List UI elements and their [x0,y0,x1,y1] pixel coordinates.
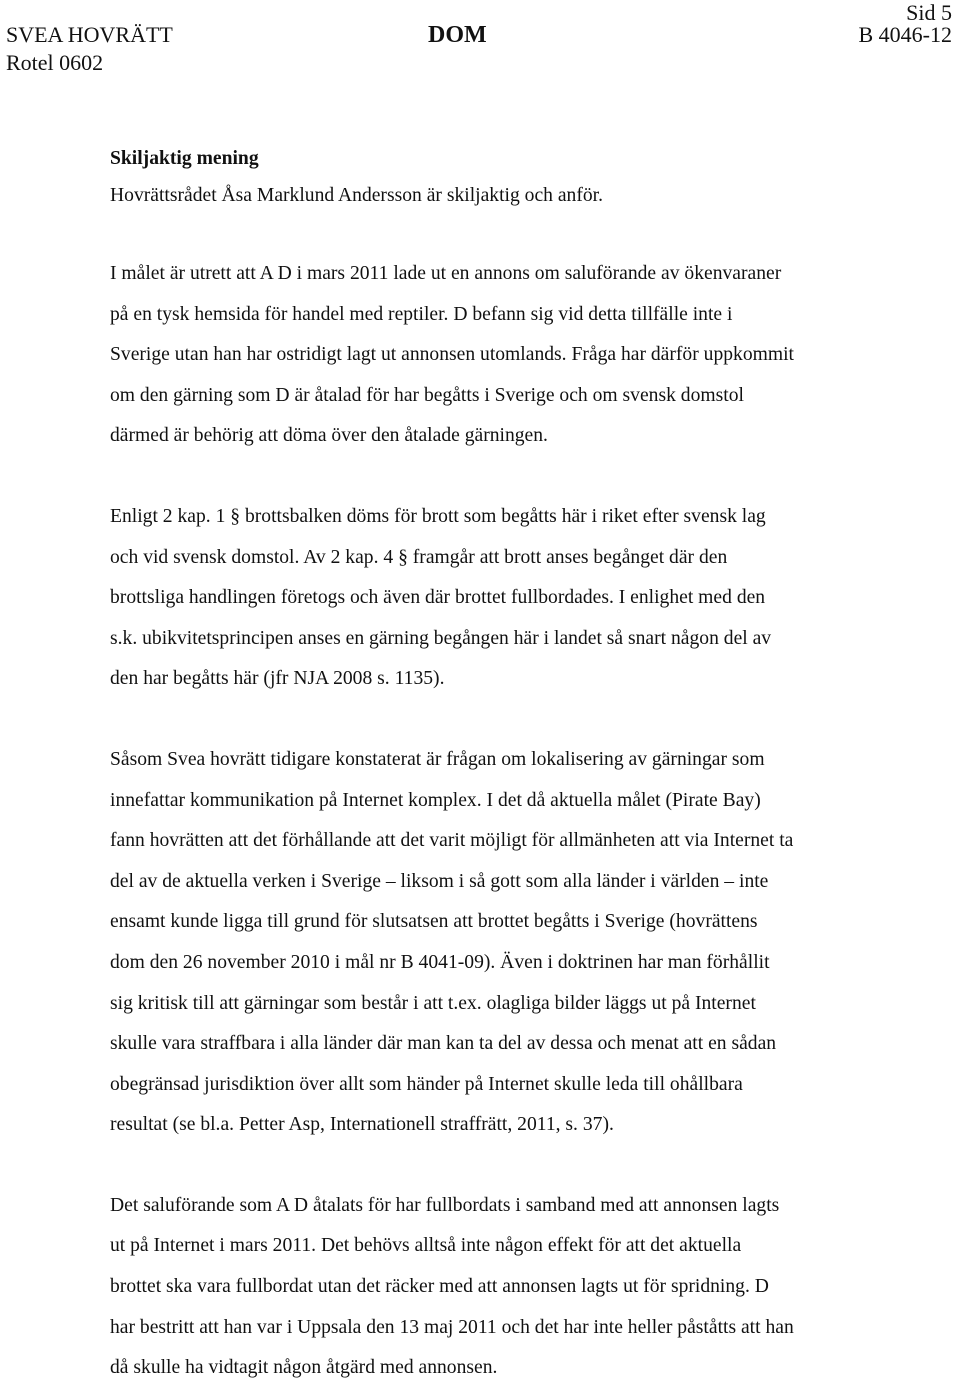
paragraph-line: del av de aktuella verken i Sverige – liksom i så gott som alla länder i världen – inte [110,870,769,892]
paragraph-line: har bestritt att han var i Uppsala den 13 maj 2011 och det har inte heller påståtts att han [110,1316,794,1338]
paragraph-line: på en tysk hemsida för handel med reptiler. D befann sig vid detta tillfälle inte i [110,303,733,325]
paragraph-gap [110,457,940,497]
paragraph-gap [110,216,940,254]
paragraph-2 [110,497,940,700]
page-number: Sid 5 [906,0,952,25]
paragraph-line: ut på Internet i mars 2011. Det behövs alltså inte någon effekt för att det aktuella [110,1235,742,1257]
section-heading: Skiljaktig mening [110,148,259,169]
paragraph-line: därmed är behörig att döma över den åtalade gärningen. [110,425,548,447]
intro-line: Hovrättsrådet Åsa Marklund Andersson är skiljaktig och anför. [110,185,604,206]
paragraph-line: s.k. ubikvitetsprincipen anses en gärning begången här i landet så snart någon del av [110,627,772,649]
paragraph-line: sig kritisk till att gärningar som består i att t.ex. olagliga bilder läggs ut på Internet [110,992,756,1014]
section-intro [110,176,940,216]
paragraph-line: fann hovrätten att det förhållande att det varit möjligt för allmänheten att via Internet ta [110,830,794,852]
department: Rotel 0602 [6,50,104,75]
paragraph-line: Sverige utan han har ostridigt lagt ut annonsen utomlands. Fråga har därför uppkommit [110,344,795,366]
paragraph-4 [110,1186,940,1389]
paragraph-line: resultat (se bl.a. Petter Asp, Internationell straffrätt, 2011, s. 37). [110,1114,614,1136]
case-number: B 4046-12 [858,22,952,47]
paragraph-line: då skulle ha vidtagit någon åtgärd med annonsen. [110,1357,498,1379]
document-body [110,142,940,1389]
paragraph-line: skulle vara straffbara i alla länder där man kan ta del av dessa och menat att en sådan [110,1033,777,1055]
paragraph-line: brottet ska vara fullbordat utan det räcker med att annonsen lagts ut för spridning. D [110,1276,769,1298]
paragraph-line: Det saluförande som A D åtalats för har fullbordats i samband med att annonsen lagts [110,1194,780,1216]
paragraph-gap [110,1146,940,1186]
paragraph-line: Enligt 2 kap. 1 § brottsbalken döms för brott som begåtts här i riket efter svensk lag [110,505,766,527]
paragraph-1 [110,254,940,457]
paragraph-3 [110,740,940,1146]
document-type: DOM [428,22,487,48]
paragraph-line: om den gärning som D är åtalad för har begåtts i Sverige och om svensk domstol [110,384,744,406]
paragraph-gap [110,700,940,740]
paragraph-line: innefattar kommunikation på Internet komplex. I det då aktuella målet (Pirate Bay) [110,789,761,811]
paragraph-line: I målet är utrett att A D i mars 2011 lade ut en annons om saluförande av ökenvaraner [110,263,782,284]
paragraph-line: Såsom Svea hovrätt tidigare konstaterat är frågan om lokalisering av gärningar som [110,748,765,770]
paragraph-line: dom den 26 november 2010 i mål nr B 4041-09). Även i doktrinen har man förhållit [110,951,770,973]
court-name: SVEA HOVRÄTT [6,22,173,47]
paragraph-line: brottsliga handlingen företogs och även där brottet fullbordades. I enlighet med den [110,587,766,609]
paragraph-line: och vid svensk domstol. Av 2 kap. 4 § framgår att brott anses begånget där den [110,546,728,568]
paragraph-line: den har begåtts här (jfr NJA 2008 s. 1135). [110,668,445,690]
paragraph-line: obegränsad jurisdiktion över allt som händer på Internet skulle leda till ohållbara [110,1073,743,1095]
paragraph-line: ensamt kunde ligga till grund för slutsatsen att brottet begåtts i Sverige (hovrättens [110,911,758,933]
